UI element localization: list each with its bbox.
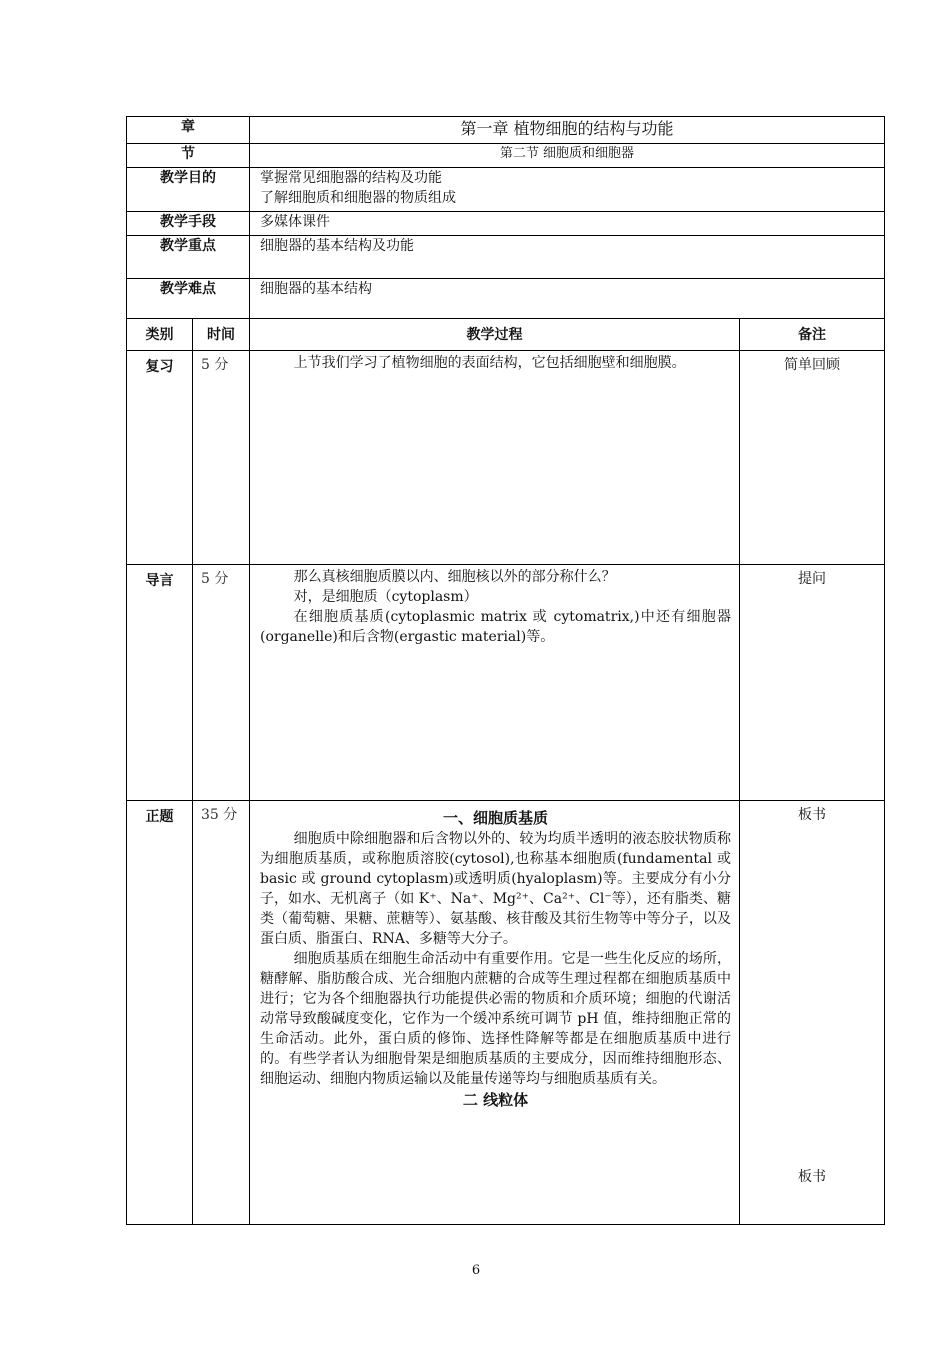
page-number: 6	[471, 1263, 481, 1278]
review-category: 复习	[127, 351, 193, 565]
objective-row	[127, 168, 885, 212]
review-row	[127, 351, 885, 565]
means-row	[127, 212, 885, 236]
means-value: 多媒体课件	[250, 212, 885, 236]
keypoint-row	[127, 236, 885, 279]
section-heading-mitochondria: 二 线粒体	[462, 1091, 529, 1109]
chapter-value: 第一章 植物细胞的结构与功能	[250, 117, 885, 144]
intro-note: 提问	[740, 565, 885, 801]
intro-paragraph-2: 对，是细胞质（cytoplasm）	[293, 589, 478, 605]
difficulty-row	[127, 279, 885, 319]
section-row	[127, 144, 885, 168]
objective-value	[250, 168, 885, 212]
main-paragraph-2: 细胞质基质在细胞生命活动中有重要作用。它是一些生化反应的场所，糖酵解、脂肪酸合成、光合细胞内蔗糖的合成等生理过程都在细胞质基质中进行；它为各个细胞器执行功能提供必需的物质和介质环境；细胞的代谢活动常导致酸碱度变化，它作为一个缓冲系统可调节 pH 值，维持细胞正常的生命活动。此外，蛋白质的修饰、选择性降解等都是在细胞质基质中进行的。有些学者认为细胞骨架是细胞质基质的主要成分，因而维持细胞形态、细胞运动、细胞内物质运输以及能量传递等均与细胞质基质有关。	[260, 951, 731, 1087]
main-note-1: 板书	[798, 807, 826, 823]
review-process	[250, 351, 740, 565]
main-time: 35 分	[193, 801, 250, 1225]
col-header-note: 备注	[740, 319, 885, 351]
chapter-label: 章	[127, 117, 250, 144]
main-category: 正题	[127, 801, 193, 1225]
difficulty-label: 教学难点	[127, 279, 250, 319]
section-value: 第二节 细胞质和细胞器	[250, 144, 885, 168]
main-paragraph-1: 细胞质中除细胞器和后含物以外的、较为均质半透明的液态胶状物质称为细胞质基质，或称胞质溶胶(cytosol),也称基本细胞质(fundamental 或 basic 或 ground cytoplasm)或透明质(hyaloplasm)等。主要成分有小分子，如水、无机离子（如 K⁺、Na⁺、Mg²⁺、Ca²⁺、Cl⁻等），还有脂类、糖类（葡萄糖、果糖、蔗糖等）、氨基酸、核苷酸及其衍生物等中等分子，以及蛋白质、脂蛋白、RNA、多糖等大分子。	[260, 831, 731, 947]
review-time: 5 分	[193, 351, 250, 565]
keypoint-label: 教学重点	[127, 236, 250, 279]
objective-line-2: 了解细胞质和细胞器的物质组成	[260, 190, 456, 206]
main-row	[127, 801, 885, 1225]
section-label: 节	[127, 144, 250, 168]
review-paragraph: 上节我们学习了植物细胞的表面结构，它包括细胞壁和细胞膜。	[293, 355, 686, 371]
means-label: 教学手段	[127, 212, 250, 236]
intro-time: 5 分	[193, 565, 250, 801]
objective-label: 教学目的	[127, 168, 250, 212]
intro-paragraph-3: 在细胞质基质(cytoplasmic matrix 或 cytomatrix,)中还有细胞器(organelle)和后含物(ergastic material)等。	[260, 609, 731, 645]
intro-process	[250, 565, 740, 801]
main-note	[740, 801, 885, 1225]
difficulty-value: 细胞器的基本结构	[250, 279, 885, 319]
intro-row	[127, 565, 885, 801]
objective-line-1: 掌握常见细胞器的结构及功能	[260, 170, 442, 186]
intro-category: 导言	[127, 565, 193, 801]
col-header-category: 类别	[127, 319, 193, 351]
main-process	[250, 801, 740, 1225]
keypoint-value: 细胞器的基本结构及功能	[250, 236, 885, 279]
lesson-plan-table	[126, 116, 885, 1225]
column-header-row	[127, 319, 885, 351]
section-heading-cytoplasmic-matrix: 一、细胞质基质	[442, 809, 548, 827]
review-note: 简单回顾	[740, 351, 885, 565]
col-header-process: 教学过程	[250, 319, 740, 351]
main-note-2: 板书	[798, 1169, 826, 1185]
intro-paragraph-1: 那么真核细胞质膜以内、细胞核以外的部分称什么？	[293, 569, 616, 585]
col-header-time: 时间	[193, 319, 250, 351]
chapter-row	[127, 117, 885, 144]
